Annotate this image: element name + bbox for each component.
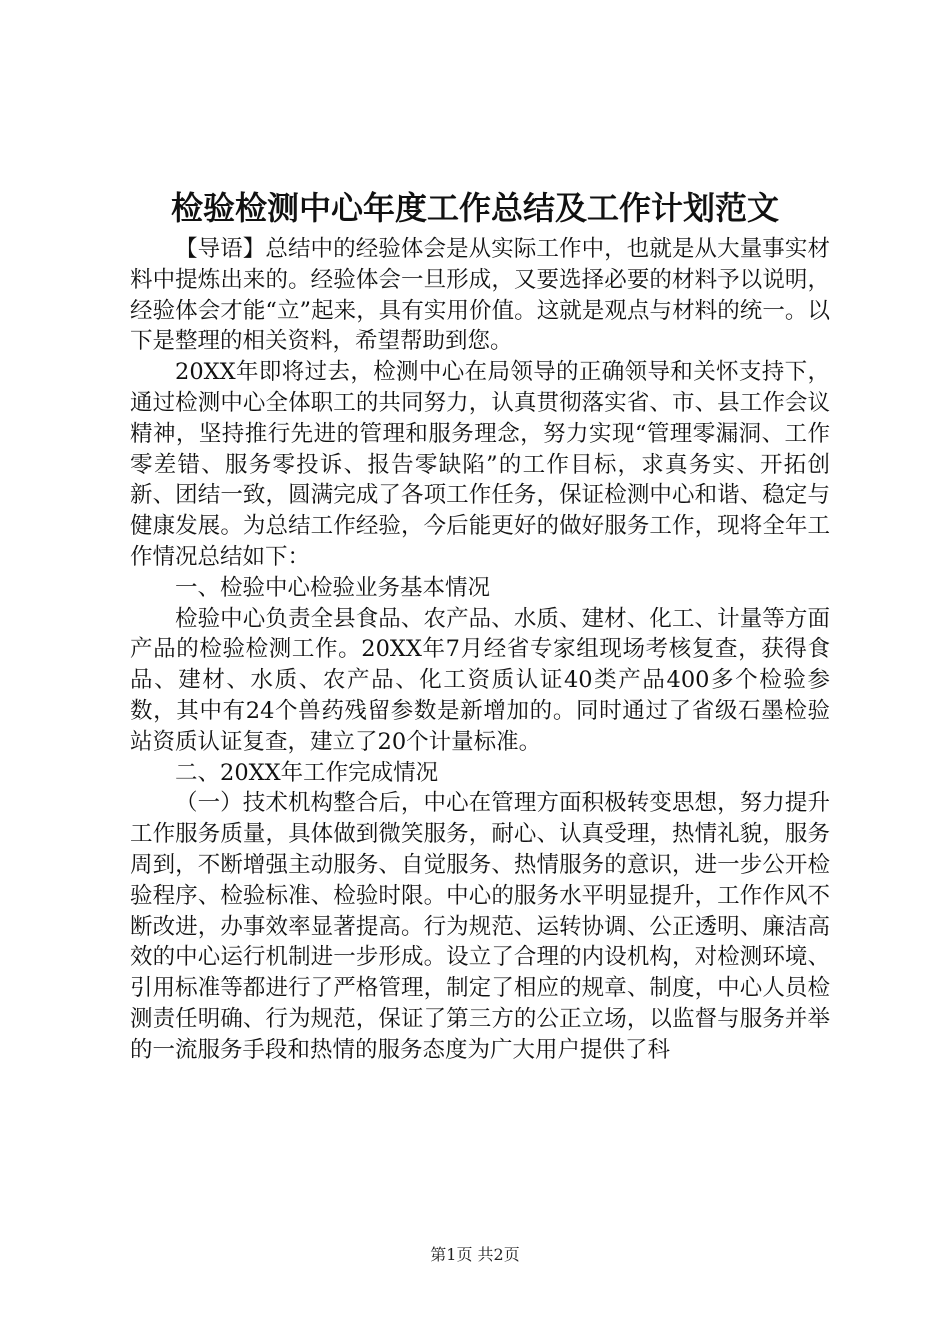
intro-paragraph: 【导语】总结中的经验体会是从实际工作中，也就是从大量事实材料中提炼出来的。经验体会一旦形成，又要选择必要的材料予以说明，经验体会才能“立”起来，具有实用价值。这就是观点与材料的统一。以下是整理的相关资料，希望帮助到您。 <box>130 236 830 355</box>
section-heading-2: 二、20XX年工作完成情况 <box>175 759 439 786</box>
section-1-paragraph: 检验中心负责全县食品、农产品、水质、建材、化工、计量等方面产品的检验检测工作。20XX年7月经省专家组现场考核复查，获得食品、建材、水质、农产品、化工资质认证40类产品400多个检验参数，其中有24个兽药残留参数是新增加的。同时通过了省级石墨检验站资质认证复查，建立了20个计量标准。 <box>130 605 830 755</box>
document-title: 检验检测中心年度工作总结及工作计划范文 <box>170 189 779 227</box>
section-heading-1: 一、检验中心检验业务基本情况 <box>175 574 491 601</box>
page-number-footer: 第1页 共2页 <box>430 1245 520 1264</box>
document-body <box>130 234 830 1066</box>
section-2-paragraph: （一）技术机构整合后，中心在管理方面积极转变思想，努力提升工作服务质量，具体做到微笑服务，耐心、认真受理，热情礼貌，服务周到，不断增强主动服务、自觉服务、热情服务的意识，进一步公开检验程序、检验标准、检验时限。中心的服务水平明显提升，工作作风不断改进，办事效率显著提高。行为规范、运转协调、公正透明、廉洁高效的中心运行机制进一步形成。设立了合理的内设机构，对检测环境、引用标准等都进行了严格管理，制定了相应的规章、制度，中心人员检测责任明确、行为规范，保证了第三方的公正立场，以监督与服务并举的一流服务手段和热情的服务态度为广大用户提供了科 <box>130 790 830 1063</box>
summary-paragraph: 20XX年即将过去，检测中心在局领导的正确领导和关怀支持下，通过检测中心全体职工的共同努力，认真贯彻落实省、市、县工作会议精神，坚持推行先进的管理和服务理念，努力实现“管理零漏洞、工作零差错、服务零投诉、报告零缺陷”的工作目标，求真务实、开拓创新、团结一致，圆满完成了各项工作任务，保证检测中心和谐、稳定与健康发展。为总结工作经验，今后能更好的做好服务工作，现将全年工作情况总结如下： <box>130 359 830 570</box>
